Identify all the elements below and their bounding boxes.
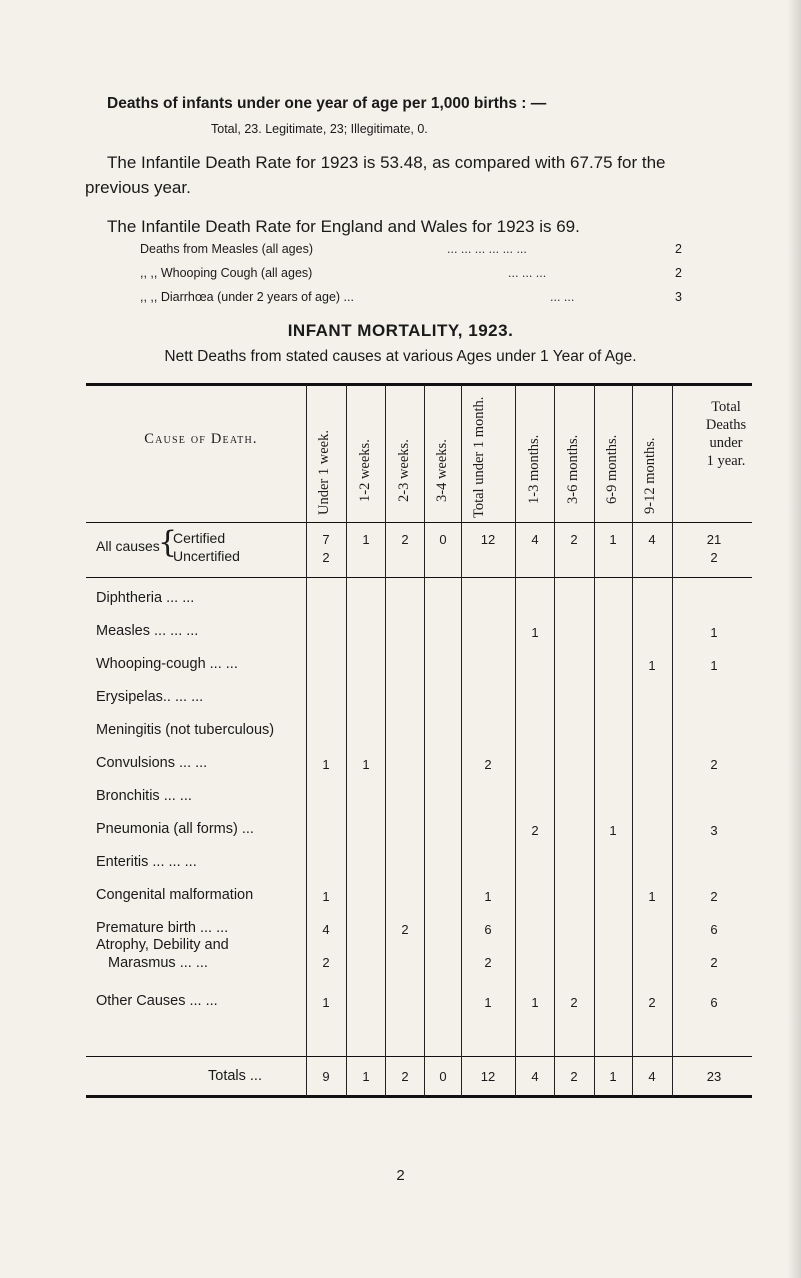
certified-label: Certified (173, 530, 226, 546)
infant-rate-paragraph-line1: The Infantile Death Rate for 1923 is 53.48, as compared with 67.75 for the (107, 153, 666, 172)
table-cell: 2 (710, 955, 718, 970)
table-cell: 1 (710, 625, 718, 640)
table-cell: 6 (710, 922, 718, 937)
age-header-3-6-months: 3-6 months. (565, 434, 581, 504)
infant-deaths-heading: Deaths of infants under one year of age per 1,000 births : — (107, 95, 547, 112)
table-cell: 2 (322, 550, 330, 565)
column-divider (424, 385, 425, 1097)
table-cell: 12 (480, 532, 496, 547)
brace-glyph: { (158, 525, 178, 560)
table-cell: 2 (710, 550, 718, 565)
column-divider (461, 385, 462, 1097)
table-cell: 2 (401, 1069, 409, 1084)
table-cell: 4 (531, 1069, 539, 1084)
table-cell: 1 (484, 889, 492, 904)
age-header-6-9-months: 6-9 months. (604, 434, 620, 504)
table-cell: 0 (439, 532, 447, 547)
england-wales-rate: The Infantile Death Rate for England and Wales for 1923 is 69. (107, 217, 580, 236)
table-cell: 2 (531, 823, 539, 838)
totals-label: Totals ... (208, 1068, 262, 1084)
table-cell: 6 (484, 922, 492, 937)
table-cell: 1 (322, 889, 330, 904)
cause-row-label: Diphtheria ... ... (96, 590, 195, 606)
column-divider (594, 385, 595, 1097)
table-cell: 2 (484, 757, 492, 772)
age-header-under-1-week: Under 1 week. (316, 430, 332, 515)
table-cell: 1 (322, 757, 330, 772)
age-header-9-12-months: 9-12 months. (642, 437, 658, 514)
total-deaths-header: Total Deaths under 1 year. (705, 399, 747, 469)
column-divider (515, 385, 516, 1097)
table-cell: 21 (706, 532, 722, 547)
column-divider (346, 385, 347, 1097)
cause-of-death-header: Cause of Death. (144, 431, 258, 447)
table-cell: 2 (401, 922, 409, 937)
table-cell: 2 (322, 955, 330, 970)
age-header-1-2-weeks: 1-2 weeks. (357, 439, 373, 502)
table-cell: 1 (484, 995, 492, 1010)
column-divider (385, 385, 386, 1097)
table-cell: 12 (480, 1069, 496, 1084)
table-cell: 1 (609, 823, 617, 838)
table-cell: 2 (648, 995, 656, 1010)
table-cell: 1 (710, 658, 718, 673)
table-cell: 4 (648, 532, 656, 547)
all-causes-label: All causes (96, 538, 160, 554)
cause-row-label: Meningitis (not tuberculous) (96, 722, 275, 738)
table-cell: 2 (570, 1069, 578, 1084)
table-cell: 3 (710, 823, 718, 838)
table-cell: 1 (609, 1069, 617, 1084)
table-cell: 2 (570, 532, 578, 547)
cause-row-label: Premature birth ... ... (96, 920, 229, 936)
table-title: INFANT MORTALITY, 1923. (287, 321, 514, 340)
age-header-total-under-1-month: Total under 1 month. (471, 396, 487, 518)
table-cell: 2 (570, 995, 578, 1010)
table-top-rule (86, 383, 752, 386)
table-cell: 1 (531, 995, 539, 1010)
births-counts: Total, 23. Legitimate, 23; Illegitimate, 0. (211, 122, 428, 136)
table-cell: 1 (648, 658, 656, 673)
cause-row-label: Measles ... ... ... (96, 623, 199, 639)
table-cell: 1 (362, 1069, 370, 1084)
table-cell: 2 (710, 757, 718, 772)
page-edge-shadow (787, 0, 801, 1278)
table-cell: 1 (322, 995, 330, 1010)
cause-row-label: Other Causes ... ... (96, 993, 218, 1009)
table-cell: 2 (710, 889, 718, 904)
cause-row-label: Whooping-cough ... ... (96, 656, 238, 672)
table-cell: 6 (710, 995, 718, 1010)
age-header-3-4-weeks: 3-4 weeks. (434, 439, 450, 502)
infant-rate-paragraph-line2: previous year. (85, 178, 191, 197)
header-bottom-rule (86, 522, 752, 523)
table-cell: 4 (531, 532, 539, 547)
table-cell: 1 (609, 532, 617, 547)
age-header-1-3-months: 1-3 months. (526, 434, 542, 504)
table-bottom-rule (86, 1095, 752, 1098)
cause-row-label: Enteritis ... ... ... (96, 854, 197, 870)
cause-row-label: Atrophy, Debility and (96, 937, 229, 953)
column-divider (554, 385, 555, 1097)
all-causes-bottom-rule (86, 577, 752, 578)
table-subtitle: Nett Deaths from stated causes at various Ages under 1 Year of Age. (164, 348, 637, 365)
cause-row-label: Erysipelas.. ... ... (96, 689, 204, 705)
cause-row-label: Convulsions ... ... (96, 755, 208, 771)
totals-top-rule (86, 1056, 752, 1057)
cause-row-label: Pneumonia (all forms) ... (96, 821, 254, 837)
table-cell: 4 (648, 1069, 656, 1084)
table-cell: 2 (401, 532, 409, 547)
table-cell: 1 (362, 757, 370, 772)
table-cell: 7 (322, 532, 330, 547)
table-cell: 1 (362, 532, 370, 547)
table-cell: 1 (648, 889, 656, 904)
column-divider (632, 385, 633, 1097)
column-divider (672, 385, 673, 1097)
table-cell: 23 (706, 1069, 722, 1084)
age-header-2-3-weeks: 2-3 weeks. (396, 439, 412, 502)
table-cell: 1 (531, 625, 539, 640)
column-divider (306, 385, 307, 1097)
uncertified-label: Uncertified (173, 548, 240, 564)
cause-row-label-continued: Marasmus ... ... (108, 955, 208, 971)
table-cell: 4 (322, 922, 330, 937)
table-cell: 9 (322, 1069, 330, 1084)
table-cell: 0 (439, 1069, 447, 1084)
cause-row-label: Congenital malformation (96, 887, 254, 903)
table-cell: 2 (484, 955, 492, 970)
cause-row-label: Bronchitis ... ... (96, 788, 192, 804)
page-number: 2 (396, 1167, 405, 1184)
